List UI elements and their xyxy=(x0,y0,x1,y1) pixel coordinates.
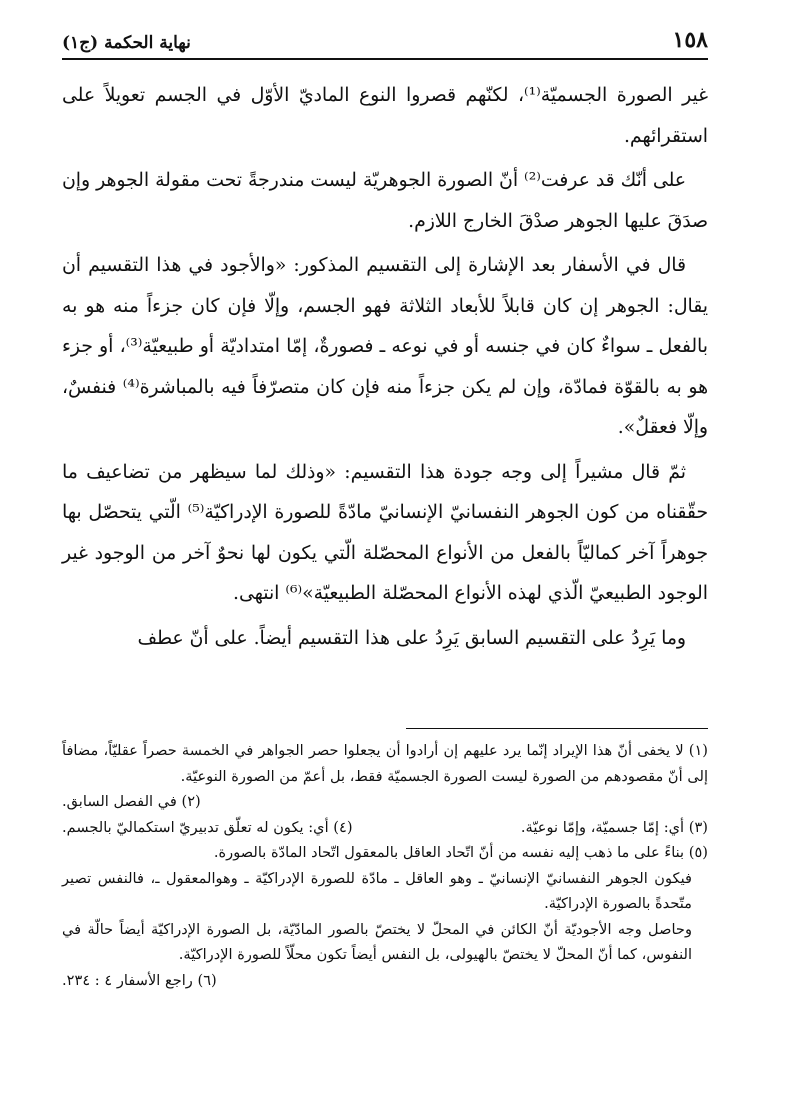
paragraph-2: على أنّك قد عرفت⁽²⁾ أنّ الصورة الجوهريّة ليست مندرجةً تحت مقولة الجوهر وإن صدَقَ عليها الجوهر صدْقَ الخارج اللازم. xyxy=(62,170,708,232)
page-header xyxy=(62,26,708,60)
footnote-2: (٢) في الفصل السابق. xyxy=(62,793,201,810)
footnote-4: (٤) أي: يكون له تعلّق تدبيريّ استكماليّ بالجسم. xyxy=(62,818,353,836)
footnote-5-continuation-2: وحاصل وجه الأجوديّة أنّ الكائن في المحلّ لا يختصّ بالصور المادّيّة، بل الصورة الإدراكيّة أيضاً حالّة في النفوس، كما أنّ المحلّ لا يختصّ بالهيولى، بل النفس أيضاً تكون محلّاً للصورة الإدراكيّة. xyxy=(62,920,692,963)
paragraph-5: وما يَرِدُ على التقسيم السابق يَرِدُ على هذا التقسيم أيضاً. على أنّ عطف xyxy=(137,627,686,649)
page-number: ١٥٨ xyxy=(672,27,708,53)
main-text xyxy=(62,76,708,663)
running-title: نهاية الحكمة (ج١) xyxy=(62,33,191,53)
footnote-separator xyxy=(406,728,708,729)
footnote-1: (١) لا يخفى أنّ هذا الإيراد إنّما يرد عليهم إن أرادوا أن يجعلوا حصر الجواهر في الخمسة حصراً عقليّاً، مضافاً إلى أنّ مقصودهم من الصورة ليست الصورة الجسميّة فقط، بل أعمّ من الصورة النوعيّة. xyxy=(62,742,708,785)
paragraph-3: قال في الأسفار بعد الإشارة إلى التقسيم المذكور: «والأجود في هذا التقسيم أن يقال: الجوهر إن كان قابلاً للأبعاد الثلاثة فهو الجسم، وإلّا فإن كان جزءاً منه هو به بالفعل ـ سواءٌ كان في جنسه أو في نوعه ـ فصورةٌ، إمّا امتداديّة أو طبيعيّة⁽³⁾، أو جزء هو به بالقوّة فمادّة، وإن لم يكن جزءاً منه فإن كان متصرّفاً فيه بالمباشرة⁽⁴⁾ فنفسٌ، وإلّا فعقلٌ». xyxy=(62,255,708,438)
paragraph-1: غير الصورة الجسميّة⁽¹⁾، لكنّهم قصروا النوع الماديّ الأوّل في الجسم تعويلاً على استقرائهم. xyxy=(62,85,708,147)
footnote-3: (٣) أي: إمّا جسميّة، وإمّا نوعيّة. xyxy=(520,818,708,836)
footnote-5-continuation-1: فيكون الجوهر النفسانيّ الإنسانيّ ـ وهو العاقل ـ مادّة للصورة الإدراكيّة ـ وهوالمعقول ـ، فالنفس تصير متّحدةً بالصورة الإدراكيّة. xyxy=(62,869,692,912)
footnote-6: (٦) راجع الأسفار ٤ : ٢٣٤. xyxy=(62,971,217,989)
footnotes xyxy=(62,738,708,993)
footnote-row-3-4 xyxy=(62,815,708,841)
paragraph-4: ثمّ قال مشيراً إلى وجه جودة هذا التقسيم: «وذلك لما سيظهر من تضاعيف ما حقّقناه من كون الجوهر النفسانيّ الإنسانيّ مادّةً للصورة الإدراكيّة⁽⁵⁾ الّتي يتحصّل بها جوهراً آخر كماليّاً بالفعل من الأنواع المحصّلة الّتي يكون لها نحوٌ آخر من الوجود غير الوجود الطبيعيّ الّذي لهذه الأنواع المحصّلة الطبيعيّة»⁽⁶⁾ انتهى. xyxy=(62,461,709,604)
footnote-5: (٥) بناءً على ما ذهب إليه نفسه من أنّ اتّحاد العاقل بالمعقول اتّحاد المادّة بالصورة. xyxy=(213,844,708,861)
